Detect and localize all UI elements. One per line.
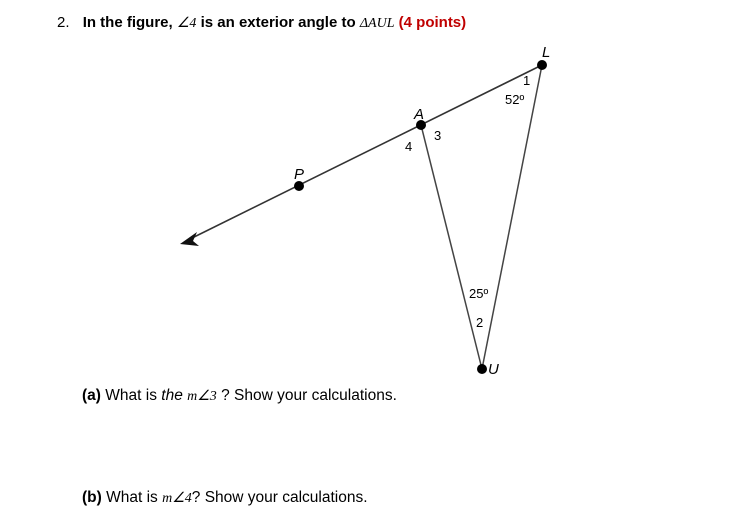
part-b-text2: ? Show your calculations. [191,489,368,506]
label-P: P [294,166,305,183]
label-A: A [414,106,425,123]
label-L: L [542,44,551,61]
angle-label-4: 4 [405,139,413,154]
points-label: (4 points) [398,14,467,31]
point-L [537,60,547,70]
ray-LP [186,65,542,241]
side-LU [482,65,542,369]
angle-2-measure: 25º [469,286,489,301]
part-b-question [82,489,368,507]
question-middle: is an exterior angle to [200,14,356,31]
angle-label-3: 3 [434,128,442,143]
part-a-text1: What is [105,387,157,404]
part-a-the: the [161,387,183,404]
side-AU [421,125,482,369]
part-b-tag: (b) [82,489,102,506]
angle-label-2: 2 [476,315,484,330]
angle-label-1: 1 [523,73,531,88]
part-a-expr: m∠3 [187,389,217,404]
part-a-text2: ? Show your calculations. [221,387,397,404]
triangle-name: ΔAUL [359,16,395,31]
question-number: 2. [57,14,70,31]
part-b-text1: What is [106,489,158,506]
label-U: U [488,361,499,378]
point-U [477,364,487,374]
part-b-expr: m∠4 [162,491,192,506]
part-a-tag: (a) [82,387,101,404]
question-lead: In the figure, [82,14,173,31]
ray-arrowhead [180,232,199,246]
angle-4-symbol: ∠4 [176,16,197,31]
part-a-question [82,387,397,405]
angle-1-measure: 52º [505,92,525,107]
